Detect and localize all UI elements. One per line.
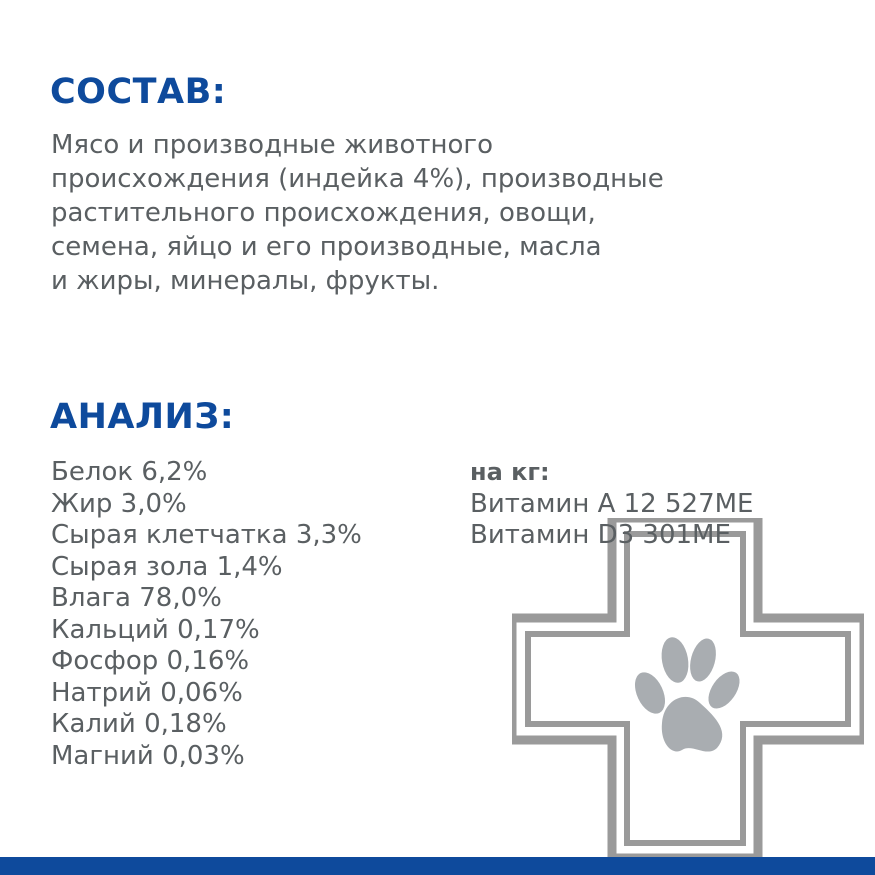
analysis-item-phosphorus: Фосфор 0,16% xyxy=(51,646,250,676)
analysis-heading: АНАЛИЗ: xyxy=(50,397,235,437)
vitamin-a: Витамин А 12 527МЕ xyxy=(470,488,754,519)
analysis-item-moisture: Влага 78,0% xyxy=(51,583,222,613)
vitamins-label: на кг: xyxy=(470,458,550,486)
composition-heading: СОСТАВ: xyxy=(50,72,227,112)
vitamins-block xyxy=(470,457,753,552)
analysis-item-magnesium: Магний 0,03% xyxy=(51,740,245,771)
analysis-list xyxy=(51,457,362,772)
analysis-item-sodium: Натрий 0,06% xyxy=(51,677,243,708)
analysis-item-fat: Жир 3,0% xyxy=(51,488,187,519)
vet-cross-paw-icon xyxy=(512,518,864,858)
composition-line: и жиры, минералы, фрукты. xyxy=(51,266,440,296)
composition-line: происхождения (индейка 4%), производные xyxy=(51,164,664,194)
analysis-item-protein: Белок 6,2% xyxy=(51,457,208,487)
composition-text xyxy=(51,128,811,298)
vitamin-d3: Витамин D3 301МЕ xyxy=(470,520,731,550)
analysis-item-fiber: Сырая клетчатка 3,3% xyxy=(51,520,362,550)
analysis-item-potassium: Калий 0,18% xyxy=(51,709,227,739)
analysis-item-ash: Сырая зола 1,4% xyxy=(51,551,283,582)
bottom-band xyxy=(0,857,875,875)
composition-line: Мясо и производные животного xyxy=(51,130,493,160)
analysis-item-calcium: Кальций 0,17% xyxy=(51,614,260,645)
composition-line: растительного происхождения, овощи, xyxy=(51,198,596,228)
composition-line: семена, яйцо и его производные, масла xyxy=(51,232,602,262)
